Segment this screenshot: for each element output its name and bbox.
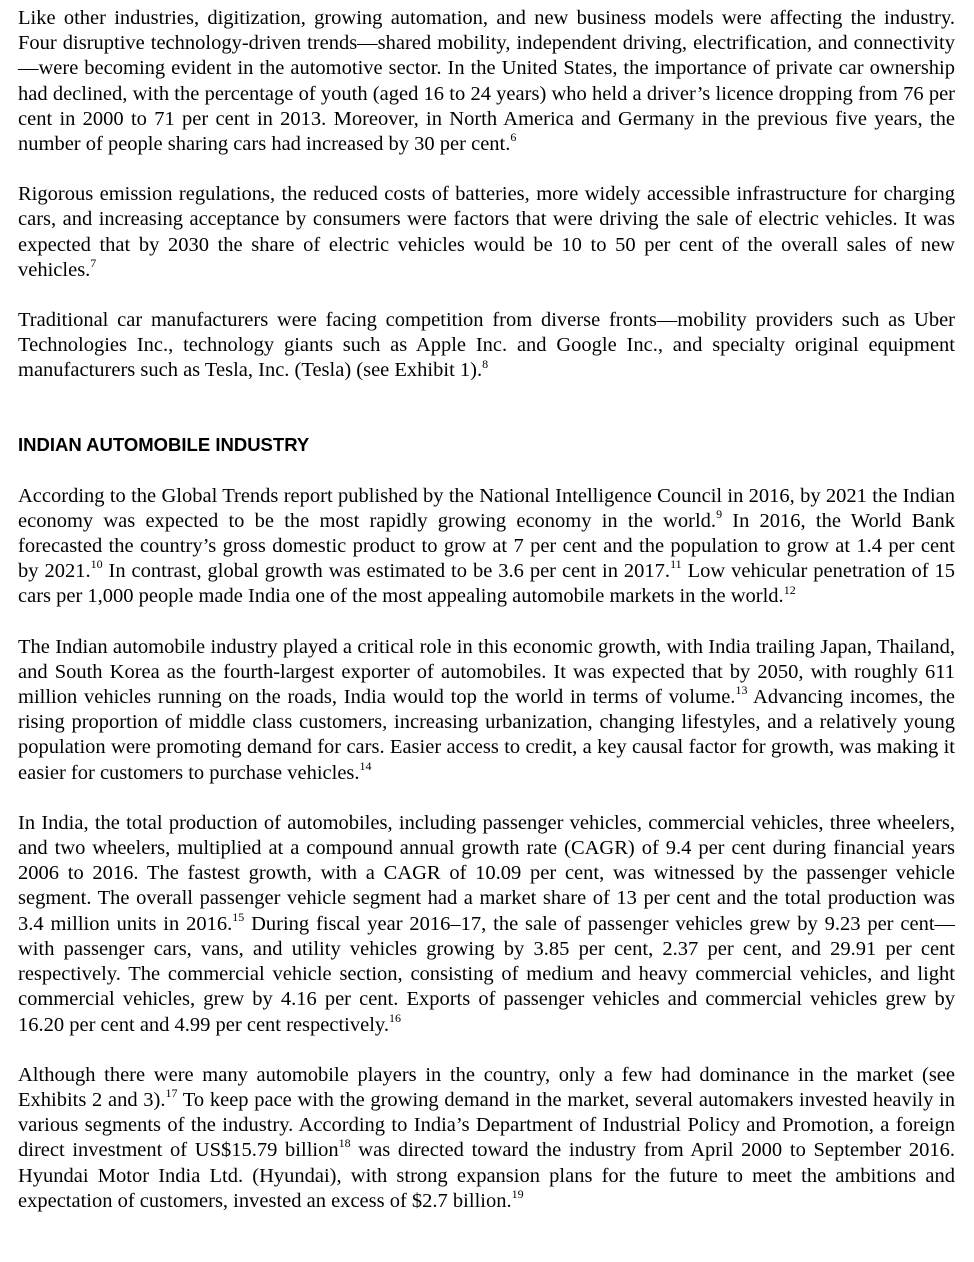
footnote-ref: 6 [510,130,517,145]
footnote-ref: 12 [783,582,796,597]
footnote-ref: 8 [482,356,489,371]
footnote-ref: 14 [359,758,372,773]
paragraph-production-growth: In India, the total production of automobiles, including passenger vehicles, commercial vehicles, three wheelers, and two wheelers, multiplied at a compound annual growth rate (CAGR) of 9.4 per cent during financial years 2006 to 2016. The fastest growth, with a CAGR of 10.09 per cent, was witnessed by the passenger vehicle segment. The overall passenger vehicle segment had a market share of 13 per cent and the total production was 3.4 million units in 2016.15 During fiscal year 2016–17, the sale of passenger vehicles grew by 9.23 per cent—with passenger cars, vans, and utility vehicles growing by 3.85 per cent, 2.37 per cent, and 29.91 per cent respectively. The commercial vehicle section, consisting of medium and heavy commercial vehicles, and light commercial vehicles, grew by 4.16 per cent. Exports of passenger vehicles and commercial vehicles grew by 16.20 per cent and 4.99 per cent respectively.$^{16}$ [18,811,956,1036]
footnote-ref: 7 [90,256,97,270]
paragraph-digitization-trends: Like other industries, digitization, growing automation, and new business models were affecting the industry. Four disruptive technology-driven trends—shared mobility, independent driving, electrification, and connectivity—were becoming evident in the automotive sector. In the United States, the importance of private car ownership had declined, with the percentage of youth (aged 16 to 24 years) who held a driver’s licence dropping from 76 per cent in 2000 to 71 per cent in 2013. Moreover, in North America and Germany in the previous five years, the number of people sharing cars had increased by 30 per cent.$^6$ [18,7,955,156]
section-heading: INDIAN AUTOMOBILE INDUSTRY [18,433,310,455]
footnote-ref: 16 [388,1010,401,1025]
footnote-ref: 13 [735,683,748,698]
footnote-ref: 17 [165,1086,178,1101]
paragraph-competition: Traditional car manufacturers were facing competition from diverse fronts—mobility providers such as Uber Technologies Inc., technology giants such as Apple Inc. and Google Inc., and specialty original equipment manufacturers such as Tesla, Inc. (Tesla) (see Exhibit 1).$^8$ [18,309,955,382]
footnote-ref: 11 [670,557,682,572]
footnote-ref: 18 [338,1136,351,1151]
footnote-ref: 10 [90,557,103,572]
paragraph-indian-economy: According to the Global Trends report published by the National Intelligence Council in 2016, by 2021 the Indian economy was expected to be the most rapidly growing economy in the world.$^9$ In 2016, the World Bank forecasted the country’s gross domestic product to grow at 7 per cent and the population to grow at 1.4 per cent by 2021.10 In contrast, global growth was estimated to be 3.6 per cent in 2017.11 Low vehicular penetration of 15 cars per 1,000 people made India one of the most appealing automobile markets in the world.$^{12}$ [18,484,955,608]
paragraph-market-players: Although there were many automobile players in the country, only a few had dominance in the market (see Exhibits 2 and 3).$^{17}$ To keep pace with the growing demand in the market, several automakers invested heavily in various segments of the industry. According to India’s Department of Industrial Policy and Promotion, a foreign direct investment of US$15.79 billion$^{18}$ was directed toward the industry from April 2000 to September 2016. Hyundai Motor India Ltd. (Hyundai), with strong expansion plans for the future to meet the ambitions and expectation of customers, invested an excess of $2.7 billion.$^{19}$ [18,1063,955,1212]
footnote-ref: 19 [511,1186,524,1201]
document-page [18,6,955,1214]
footnote-ref: 15 [232,909,245,924]
paragraph-industry-role: The Indian automobile industry played a critical role in this economic growth, with India trailing Japan, Thailand, and South Korea as the fourth-largest exporter of automobiles. It was expected that by 2050, with roughly 611 million vehicles running on the roads, India would top the world in terms of volume.$^{13}$ Advancing incomes, the rising proportion of middle class customers, increasing urbanization, changing lifestyles, and a relatively young population were promoting demand for cars. Easier access to credit, a key causal factor for growth, was making it easier for customers to purchase vehicles.$^{14}$ [18,635,956,784]
footnote-ref: 9 [716,507,723,522]
paragraph-electric-vehicles: Rigorous emission regulations, the reduced costs of batteries, more widely accessible infrastructure for charging cars, and increasing acceptance by consumers were factors that were driving the sale of electric vehicles. It was expected that by 2030 the share of electric vehicles would be 10 to 50 per cent of the overall sales of new vehicles.$^7$ [18,183,955,281]
